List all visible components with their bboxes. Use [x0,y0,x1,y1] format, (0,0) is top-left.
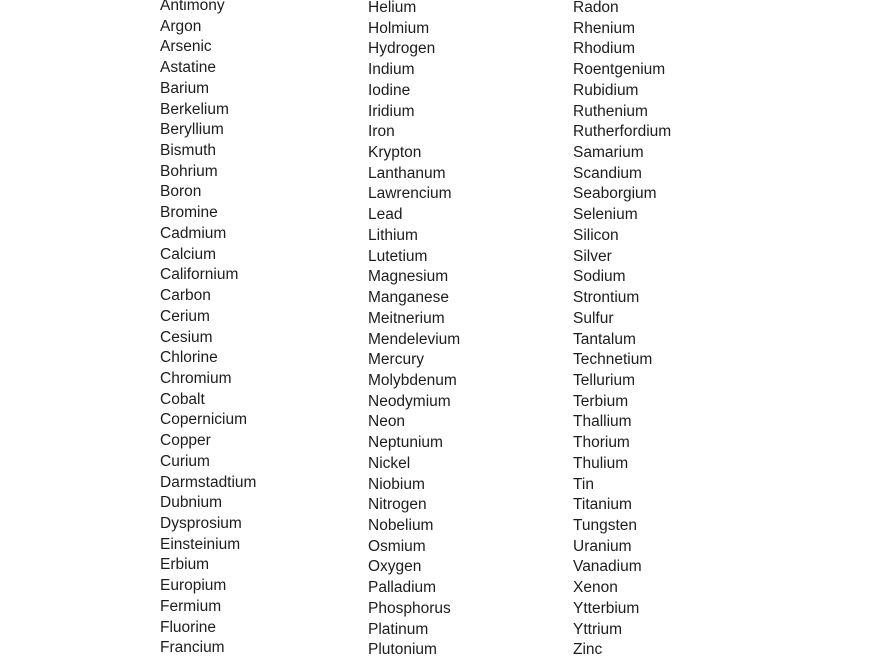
element-name: Phosphorus [368,599,451,617]
element-name: Radon [573,0,619,16]
element-name: Manganese [368,289,450,307]
element-name: Dubnium [160,494,223,512]
element-name: Holmium [368,19,430,37]
element-name: Lawrencium [368,185,452,203]
element-name: Selenium [573,206,638,224]
element-name: Bismuth [160,142,216,160]
element-name: Ruthenium [573,102,648,120]
element-name: Dysprosium [160,514,242,532]
element-name: Helium [368,0,417,16]
element-name: Rhodium [573,40,636,58]
element-name: Boron [160,183,202,201]
element-name: Darmstadtium [160,473,257,491]
element-name: Sodium [573,268,626,286]
element-name: Curium [160,452,210,470]
element-name: Carbon [160,287,211,305]
element-name: Chlorine [160,349,218,367]
element-name: Lead [368,206,403,224]
element-name: Thallium [573,413,632,431]
element-name: Berkelium [160,100,229,118]
element-name: Hydrogen [368,40,436,58]
element-name: Einsteinium [160,535,241,553]
element-name: Titanium [573,496,632,514]
element-name: Plutonium [368,641,437,659]
element-name: Neodymium [368,392,451,410]
element-list-column-1 [160,0,256,659]
element-name: Nickel [368,454,411,472]
element-name: Tin [573,475,594,493]
element-name: Fluorine [160,618,216,636]
element-name: Rubidium [573,81,639,99]
element-name: Rutherfordium [573,123,672,141]
element-name: Cobalt [160,390,205,408]
element-name: Mercury [368,351,424,369]
element-name: Lithium [368,226,418,244]
element-name: Silicon [573,226,619,244]
element-name: Platinum [368,620,429,638]
element-name: Magnesium [368,268,449,286]
element-name: Zinc [573,641,603,659]
element-name: Molybdenum [368,371,457,389]
element-name: Thorium [573,434,630,452]
element-name: Erbium [160,556,210,574]
element-name: Iodine [368,81,411,99]
element-name: Uranium [573,537,632,555]
element-name: Antimony [160,0,225,14]
element-name: Lutetium [368,247,428,265]
element-name: Bromine [160,204,218,222]
element-name: Argon [160,17,202,35]
element-name: Sulfur [573,309,614,327]
element-name: Cerium [160,307,210,325]
element-name: Chromium [160,369,232,387]
element-name: Iron [368,123,395,141]
element-name: Xenon [573,579,618,597]
element-name: Tantalum [573,330,636,348]
element-name: Bohrium [160,162,218,180]
element-name: Tellurium [573,371,636,389]
element-name: Francium [160,639,225,657]
element-name: Oxygen [368,558,422,576]
element-name: Astatine [160,59,217,77]
element-name: Beryllium [160,121,224,139]
element-name: Fermium [160,597,222,615]
element-name: Ytterbium [573,599,640,617]
element-name: Cesium [160,328,213,346]
element-name: Palladium [368,579,437,597]
element-name: Samarium [573,144,644,162]
element-name: Krypton [368,144,422,162]
element-name: Roentgenium [573,61,666,79]
element-name: Meitnerium [368,309,445,327]
element-name: Seaborgium [573,185,657,203]
element-name: Thulium [573,454,629,472]
element-name: Scandium [573,164,642,182]
element-name: Strontium [573,289,640,307]
element-name: Osmium [368,537,426,555]
element-name: Copper [160,432,211,450]
element-name: Nitrogen [368,496,427,514]
element-name: Europium [160,577,227,595]
element-name: Neon [368,413,406,431]
element-name: Californium [160,266,239,284]
element-name: Tungsten [573,516,638,534]
element-list-column-2 [368,0,460,661]
element-list-column-3 [573,0,671,661]
element-name: Silver [573,247,612,265]
element-name: Arsenic [160,38,212,56]
element-name: Technetium [573,351,653,369]
element-name: Iridium [368,102,415,120]
element-name: Cadmium [160,224,227,242]
element-name: Terbium [573,392,629,410]
element-name: Indium [368,61,415,79]
element-name: Nobelium [368,516,434,534]
element-name: Niobium [368,475,425,493]
element-name: Lanthanum [368,164,446,182]
element-name: Neptunium [368,434,443,452]
element-name: Copernicium [160,411,248,429]
element-name: Barium [160,79,210,97]
element-name: Vanadium [573,558,642,576]
element-name: Rhenium [573,19,636,37]
element-name: Yttrium [573,620,623,638]
element-name: Calcium [160,245,216,263]
element-name: Mendelevium [368,330,461,348]
